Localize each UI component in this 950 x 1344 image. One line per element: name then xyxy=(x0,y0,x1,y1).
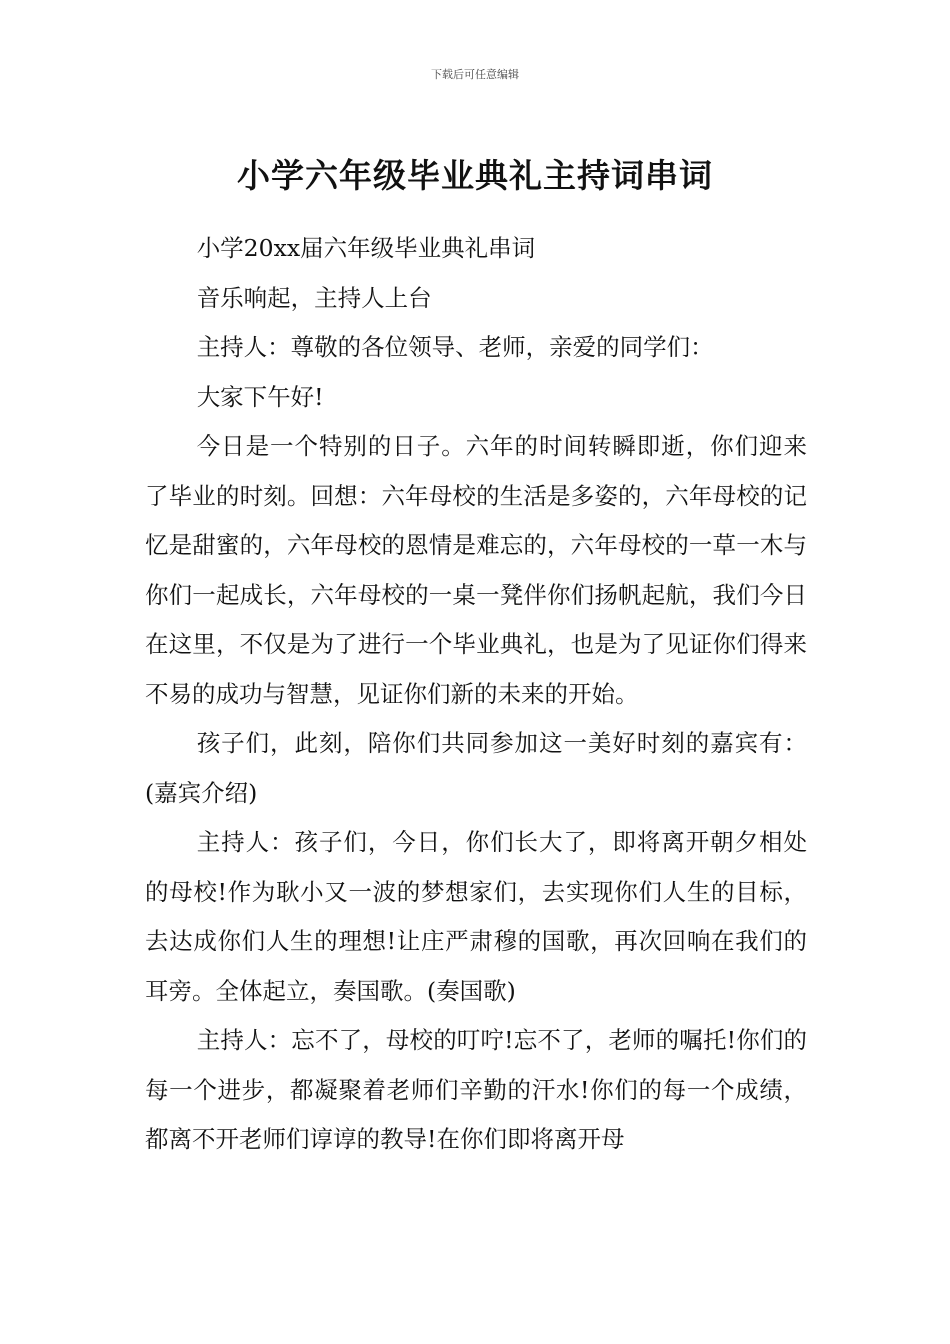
paragraph-anthem: 主持人：孩子们，今日，你们长大了，即将离开朝夕相处的母校!作为耿小又一波的梦想家们，去实现你们人生的目标，去达成你们人生的理想!让庄严肃穆的国歌，再次回响在我们的耳旁。全体起立，奏国歌。(奏国歌) xyxy=(145,828,807,1005)
paragraph-stage-direction: 音乐响起，主持人上台 xyxy=(196,283,432,312)
paragraph-good-afternoon: 大家下午好! xyxy=(196,382,324,411)
paragraph-greeting: 主持人：尊敬的各位领导、老师，亲爱的同学们： xyxy=(196,333,714,361)
paragraph-teachers: 主持人：忘不了，母校的叮咛!忘不了，老师的嘱托!你们的每一个进步，都凝聚着老师们辛勤的汗水!你们的每一个成绩，都离不开老师们谆谆的教导!在你们即将离开母 xyxy=(145,1026,807,1153)
paragraph-guests: 孩子们，此刻，陪你们共同参加这一美好时刻的嘉宾有：(嘉宾介绍) xyxy=(145,729,807,807)
paragraph-opening: 今日是一个特别的日子。六年的时间转瞬即逝，你们迎来了毕业的时刻。回想：六年母校的生活是多姿的，六年母校的记忆是甜蜜的，六年母校的恩情是难忘的，六年母校的一草一木与你们一起成长，六年母校的一桌一凳伴你们扬帆起航，我们今日在这里，不仅是为了进行一个毕业典礼，也是为了见证你们得来不易的成功与智慧，见证你们新的未来的开始。 xyxy=(145,432,807,708)
paragraph-subtitle: 小学20xx届六年级毕业典礼串词 xyxy=(196,234,536,262)
document-title: 小学六年级毕业典礼主持词串词 xyxy=(237,156,713,196)
page-header-note: 下载后可任意编辑 xyxy=(431,68,519,81)
document-body xyxy=(145,224,807,1165)
